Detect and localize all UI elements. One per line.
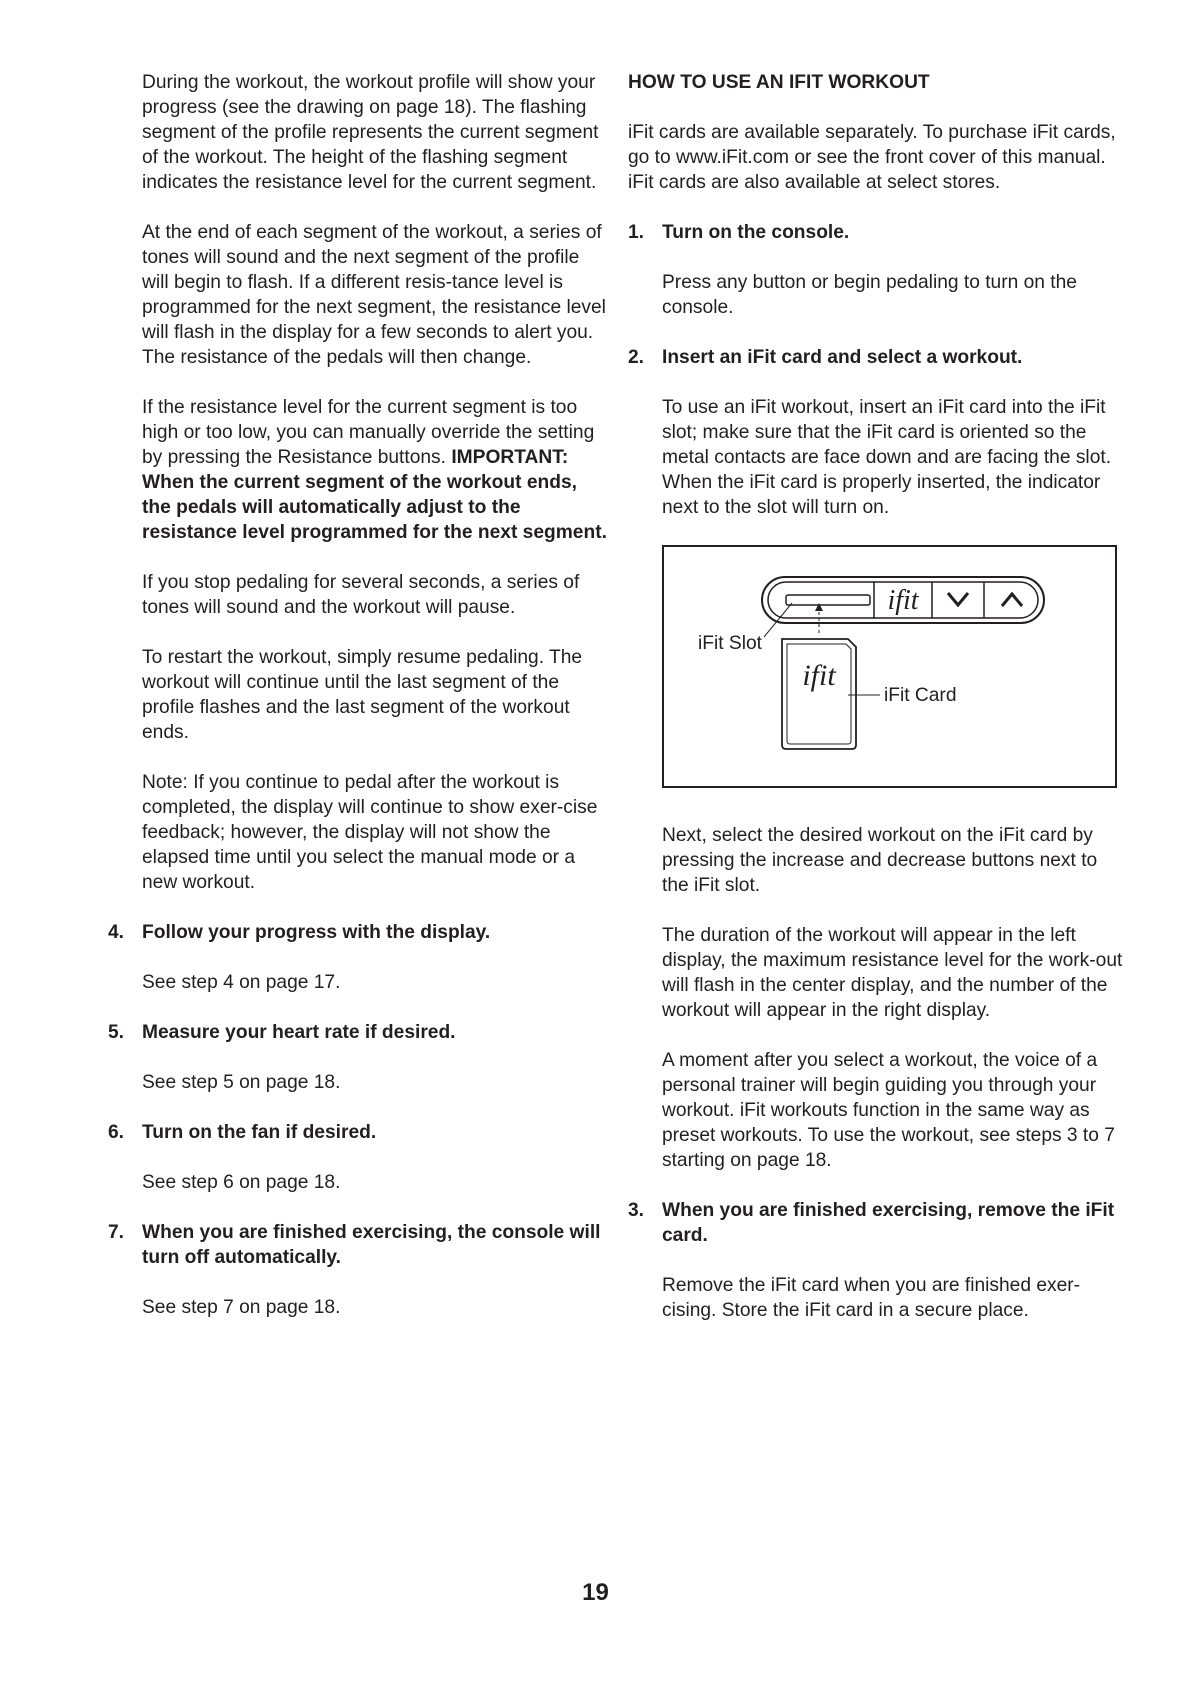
step-title: Follow your progress with the display. <box>142 922 491 943</box>
step-7-text: See step 7 on page 18. <box>142 1297 341 1318</box>
step-title: Measure your heart rate if desired. <box>142 1022 456 1043</box>
restart-paragraph: To restart the workout, simply resume pedaling. The workout will continue until the last segment of the profile flashes and the last segment of the workout ends. <box>142 647 583 743</box>
step-title: Turn on the console. <box>662 222 850 243</box>
section-heading: HOW TO USE AN IFIT WORKOUT <box>628 72 930 93</box>
step-number: 3. <box>628 1200 645 1221</box>
workout-profile-paragraph: During the workout, the workout profile will show your progress (see the drawing on page 18). The flashing segment of the profile represents the current segment of the workout. The height of the flashing segment indicates the resistance level for the current segment. <box>142 72 599 193</box>
page-number: 19 <box>582 1579 609 1606</box>
ifit-console-diagram <box>664 547 1115 786</box>
step-1-title <box>628 220 1128 245</box>
step-6-text: See step 6 on page 18. <box>142 1172 341 1193</box>
step-5-title <box>108 1020 608 1045</box>
step-number: 5. <box>108 1022 125 1043</box>
step-number: 6. <box>108 1122 125 1143</box>
step-2-text: To use an iFit workout, insert an iFit card into the iFit slot; make sure that the iFit card is oriented so the metal contacts are face down and are facing the slot. When the iFit card is properly inserted, the indicator next to the slot will turn on. <box>662 397 1112 518</box>
step-title: When you are finished exercising, the console will turn off automatically. <box>142 1222 601 1268</box>
step-2-title <box>628 345 1128 370</box>
step-5-text: See step 5 on page 18. <box>142 1072 341 1093</box>
override-text: If the resistance level for the current segment is too high or too low, you can manually override the setting by pressing the Resistance buttons. <box>142 397 595 468</box>
select-workout-paragraph: Next, select the desired workout on the iFit card by pressing the increase and decrease buttons next to the iFit slot. <box>662 825 1098 896</box>
intro-paragraph: iFit cards are available separately. To purchase iFit cards, go to www.iFit.com or see the front cover of this manual. iFit cards are also available at select stores. <box>628 122 1116 193</box>
step-3-text: Remove the iFit card when you are finished exer-cising. Store the iFit card in a secure place. <box>662 1275 1081 1321</box>
important-note: IMPORTANT: When the current segment of the workout ends, the pedals will automatically adjust to the resistance level programmed for the next segment. <box>142 447 607 543</box>
ifit-slot-label: iFit Slot <box>698 633 762 654</box>
step-1-text: Press any button or begin pedaling to turn on the console. <box>662 272 1077 318</box>
step-title: When you are finished exercising, remove the iFit card. <box>662 1200 1115 1246</box>
step-4-text: See step 4 on page 17. <box>142 972 341 993</box>
ifit-card-label: iFit Card <box>884 685 957 706</box>
ifit-card <box>782 639 856 749</box>
step-7-title <box>108 1220 608 1270</box>
trainer-paragraph: A moment after you select a workout, the voice of a personal trainer will begin guiding you through your workout. iFit workouts function in the same way as preset workouts. To use the workout, see steps 3 to 7 starting on page 18. <box>662 1050 1115 1171</box>
step-title: Insert an iFit card and select a workout. <box>662 347 1023 368</box>
ifit-card-figure <box>662 545 1117 788</box>
step-number: 2. <box>628 347 645 368</box>
step-title: Turn on the fan if desired. <box>142 1122 377 1143</box>
right-column <box>628 70 1128 1348</box>
pause-paragraph: If you stop pedaling for several seconds, a series of tones will sound and the workout will pause. <box>142 572 580 618</box>
step-6-title <box>108 1120 608 1145</box>
step-number: 1. <box>628 222 645 243</box>
step-number: 7. <box>108 1222 125 1243</box>
step-4-title <box>108 920 608 945</box>
step-3-title <box>628 1198 1128 1248</box>
override-paragraph <box>108 395 608 545</box>
segment-tones-paragraph: At the end of each segment of the workout, a series of tones will sound and the next segment of the profile will begin to flash. If a different resis-tance level is programmed for the next segment, the resistance level will flash in the display for a few seconds to alert you. The resistance of the pedals will then change. <box>142 222 606 368</box>
panel-ifit-logo: ifit <box>887 585 919 616</box>
left-column <box>108 70 608 1345</box>
step-number: 4. <box>108 922 125 943</box>
note-paragraph: Note: If you continue to pedal after the workout is completed, the display will continue to show exer-cise feedback; however, the display will not show the elapsed time until you select the manual mode or a new workout. <box>142 772 598 893</box>
card-ifit-logo: ifit <box>802 659 836 692</box>
ifit-slot <box>786 595 870 605</box>
duration-paragraph: The duration of the workout will appear in the left display, the maximum resistance level for the work-out will flash in the center display, and the number of the workout will appear in the right display. <box>662 925 1123 1021</box>
